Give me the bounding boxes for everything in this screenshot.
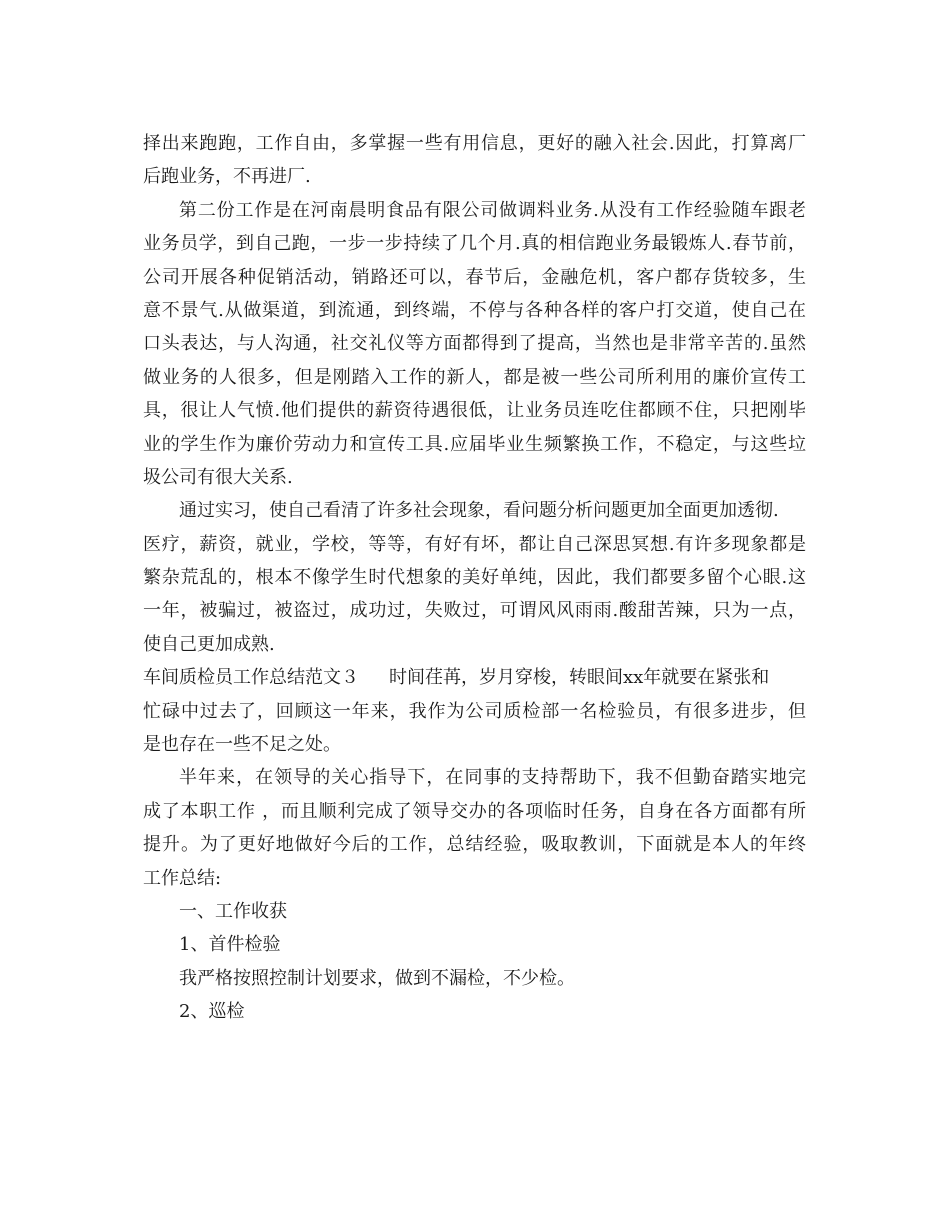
paragraph-line: 半年来，在领导的关心指导下，在同事的支持帮助下，我不但勤奋踏实地完 — [179, 767, 806, 789]
paragraph-line: 意不景气.从做渠道，到流通，到终端，不停与各种各样的客户打交道，使自己在 — [143, 299, 806, 321]
paragraph-line: 做业务的人很多，但是刚踏入工作的新人，都是被一些公司所利用的廉价宣传工 — [143, 366, 806, 388]
paragraph-line: 通过实习，使自己看清了许多社会现象，看问题分析问题更加全面更加透彻. — [179, 500, 779, 522]
paragraph-line: 具，很让人气愤.他们提供的薪资待遇很低，让业务员连吃住都顾不住，只把刚毕 — [143, 400, 806, 422]
paragraph-line: 成了本职工作 ，而且顺利完成了领导交办的各项临时任务，自身在各方面都有所 — [143, 800, 806, 822]
subheading-line: 2、巡检 — [179, 1001, 245, 1023]
section-heading-title: 车间质检员工作总结范文３ — [143, 667, 359, 689]
paragraph-line: 圾公司有很大关系. — [143, 466, 293, 488]
paragraph-line: 忙碌中过去了，回顾这一年来，我作为公司质检部一名检验员，有很多进步，但 — [143, 700, 806, 722]
paragraph-line: 口头表达，与人沟通，社交礼仪等方面都得到了提高，当然也是非常辛苦的.虽然 — [143, 333, 806, 355]
paragraph-line: 择出来跑跑，工作自由，多掌握一些有用信息，更好的融入社会.因此，打算离厂 — [143, 133, 806, 154]
paragraph-line: 是也存在一些不足之处。 — [143, 734, 341, 756]
section-heading-line — [143, 661, 806, 694]
section-heading-text: 时间荏苒，岁月穿梭，转眼间xx年就要在紧张和 — [389, 667, 770, 689]
paragraph-line: 业的学生作为廉价劳动力和宣传工具.应届毕业生频繁换工作，不稳定，与这些垃 — [143, 433, 806, 455]
paragraph-line: 后跑业务，不再进厂. — [143, 166, 311, 188]
paragraph-line: 我严格按照控制计划要求，做到不漏检，不少检。 — [179, 967, 575, 989]
subheading-line: 一、工作收获 — [179, 900, 287, 922]
paragraph-line: 一年，被骗过，被盗过，成功过，失败过，可谓风风雨雨.酸甜苦辣，只为一点， — [143, 600, 806, 622]
paragraph-line: 公司开展各种促销活动，销路还可以，春节后，金融危机，客户都存货较多，生 — [143, 266, 806, 288]
paragraph-line: 繁杂荒乱的，根本不像学生时代想象的美好单纯，因此，我们都要多留个心眼.这 — [143, 567, 806, 589]
paragraph-line: 提升。为了更好地做好今后的工作，总结经验，吸取教训，下面就是本人的年终 — [143, 834, 806, 856]
subheading-line: 1、首件检验 — [179, 934, 281, 956]
paragraph-line: 工作总结: — [143, 867, 222, 889]
paragraph-line: 使自己更加成熟. — [143, 633, 275, 655]
paragraph-line: 第二份工作是在河南晨明食品有限公司做调料业务.从没有工作经验随车跟老 — [179, 199, 806, 221]
paragraph-line: 业务员学，到自己跑，一步一步持续了几个月.真的相信跑业务最锻炼人.春节前， — [143, 233, 806, 255]
paragraph-line: 医疗，薪资，就业，学校，等等，有好有坏，都让自己深思冥想.有许多现象都是 — [143, 533, 806, 555]
document-body — [143, 127, 806, 1029]
